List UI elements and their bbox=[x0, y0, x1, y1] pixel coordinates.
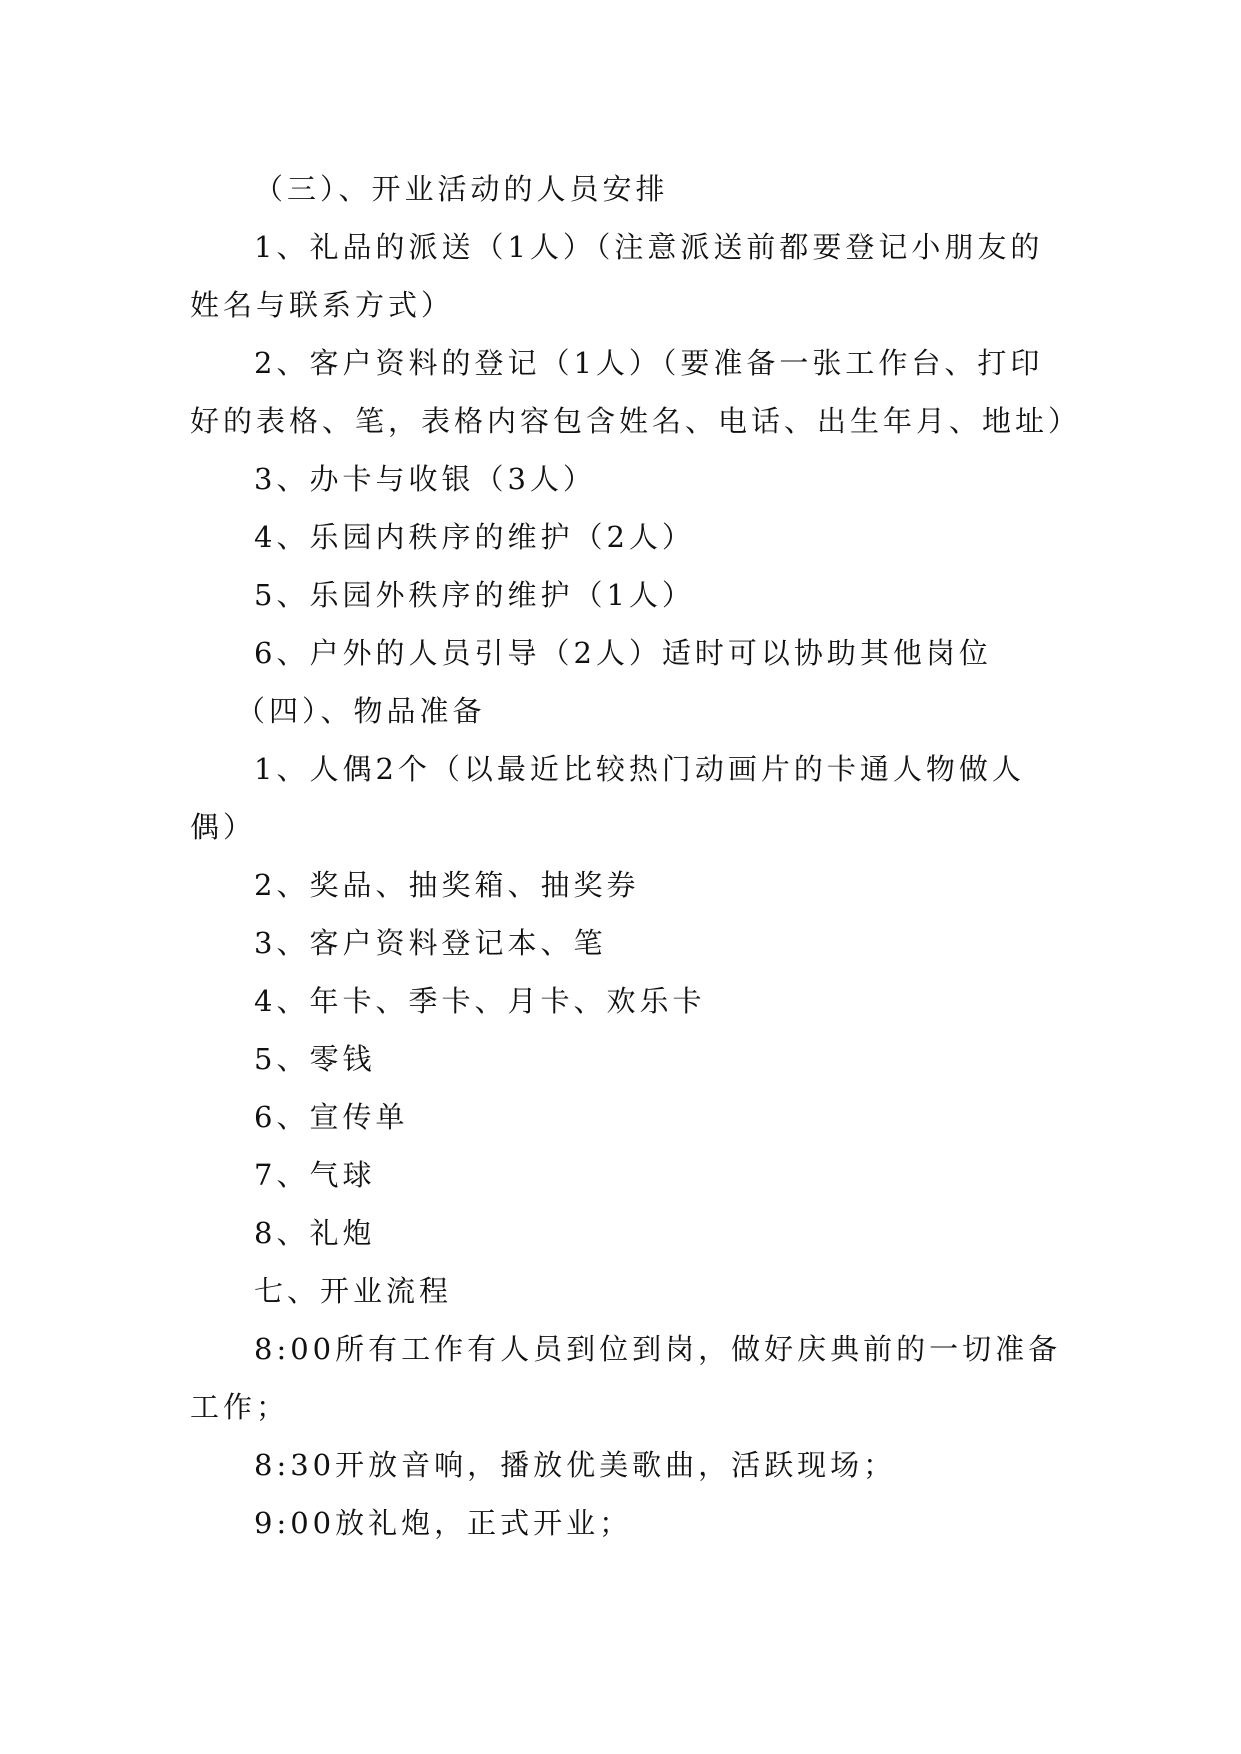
paragraph bbox=[190, 1494, 1055, 1552]
paragraph-continuation-line: 好的表格、笔，表格内容包含姓名、电话、出生年月、地址） bbox=[190, 404, 1082, 438]
paragraph-line: 5、乐园外秩序的维护（1人） bbox=[254, 578, 695, 612]
paragraph bbox=[190, 160, 1055, 218]
paragraph bbox=[190, 1262, 1055, 1320]
paragraph-continuation-line: 工作； bbox=[190, 1390, 290, 1424]
paragraph bbox=[190, 740, 1055, 856]
paragraph-line: 9:00放礼炮，正式开业； bbox=[254, 1506, 633, 1540]
paragraph-line: 5、零钱 bbox=[254, 1042, 376, 1076]
paragraph bbox=[190, 334, 1082, 450]
paragraph bbox=[190, 450, 1055, 508]
paragraph-line: 1、礼品的派送（1人）（注意派送前都要登记小朋友的 bbox=[254, 230, 1044, 264]
paragraph-line: 7、气球 bbox=[254, 1158, 376, 1192]
document-body bbox=[190, 160, 1082, 1552]
paragraph bbox=[190, 972, 1055, 1030]
paragraph-line: 3、客户资料登记本、笔 bbox=[254, 926, 607, 960]
paragraph-line: 6、宣传单 bbox=[254, 1100, 409, 1134]
paragraph-line: 七、开业流程 bbox=[254, 1274, 453, 1308]
paragraph bbox=[190, 1030, 1055, 1088]
paragraph-line: 8:00所有工作有人员到位到岗，做好庆典前的一切准备 bbox=[254, 1332, 1062, 1366]
paragraph-line: （三）、开业活动的人员安排 bbox=[254, 172, 669, 206]
paragraph bbox=[190, 1088, 1055, 1146]
paragraph bbox=[190, 914, 1055, 972]
paragraph-line: 4、年卡、季卡、月卡、欢乐卡 bbox=[254, 984, 706, 1018]
paragraph bbox=[190, 624, 1055, 682]
paragraph-line: 3、办卡与收银（3人） bbox=[254, 462, 596, 496]
paragraph bbox=[190, 856, 1055, 914]
paragraph-line: 2、客户资料的登记（1人）（要准备一张工作台、打印 bbox=[254, 346, 1044, 380]
paragraph bbox=[190, 1320, 1062, 1436]
paragraph-line: 8、礼炮 bbox=[254, 1216, 376, 1250]
paragraph-line: 2、奖品、抽奖箱、抽奖券 bbox=[254, 868, 640, 902]
paragraph-continuation-line: 偶） bbox=[190, 810, 257, 844]
paragraph-continuation-line: 姓名与联系方式） bbox=[190, 288, 455, 322]
paragraph bbox=[190, 508, 1055, 566]
paragraph-line: 1、人偶2个（以最近比较热门动画片的卡通人物做人 bbox=[254, 752, 1025, 786]
paragraph bbox=[190, 1436, 1055, 1494]
paragraph bbox=[190, 682, 1055, 740]
paragraph-line: 4、乐园内秩序的维护（2人） bbox=[254, 520, 695, 554]
paragraph-line: 6、户外的人员引导（2人）适时可以协助其他岗位 bbox=[254, 636, 992, 670]
paragraph-line: 8:30开放音响，播放优美歌曲，活跃现场； bbox=[254, 1448, 897, 1482]
paragraph bbox=[190, 1146, 1055, 1204]
paragraph-line: （四）、物品准备 bbox=[236, 694, 486, 728]
paragraph bbox=[190, 218, 1055, 334]
paragraph bbox=[190, 1204, 1055, 1262]
paragraph bbox=[190, 566, 1055, 624]
